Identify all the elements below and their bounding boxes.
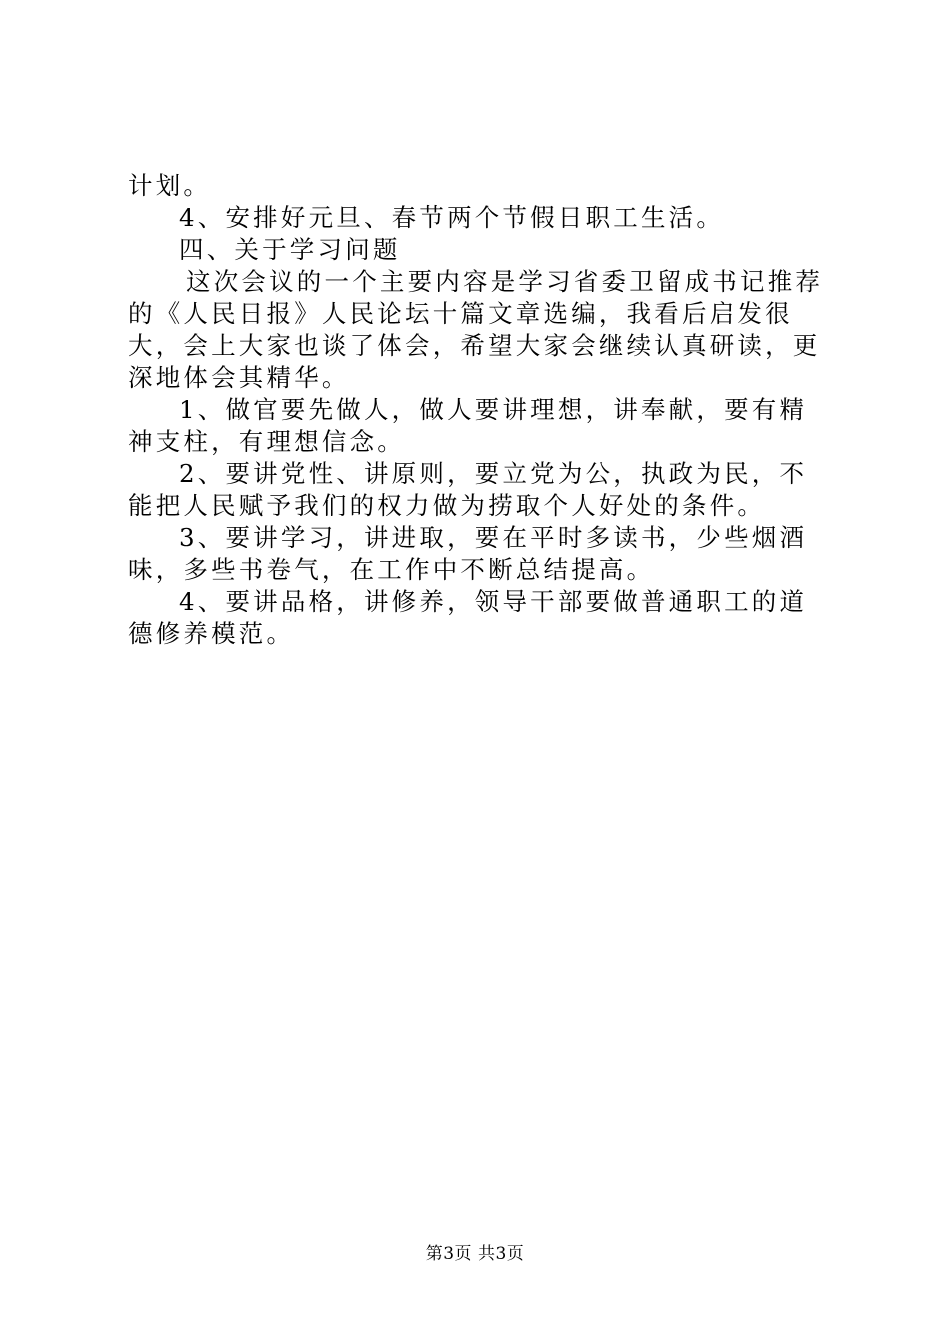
list-item-holiday-arrangement: 4、安排好元旦、春节两个节假日职工生活。 [179,203,725,232]
list-item-study-1: 1、做官要先做人，做人要讲理想，讲奉献，要有精神支柱，有理想信念。 [128,395,808,456]
list-item-study-2: 2、要讲党性、讲原则，要立党为公，执政为民，不能把人民赋予我们的权力做为捞取个人好处的条件。 [128,459,808,520]
document-body [128,170,834,650]
list-item-study-4: 4、要讲品格，讲修养，领导干部要做普通职工的道德修养模范。 [128,587,808,648]
list-item-study-3: 3、要讲学习，讲进取，要在平时多读书，少些烟酒味，多些书卷气，在工作中不断总结提高。 [128,523,808,584]
paragraph-continuation: 计划。 [128,171,212,200]
paragraph-study-intro: 这次会议的一个主要内容是学习省委卫留成书记推荐的《人民日报》人民论坛十篇文章选编，我看后启发很大，会上大家也谈了体会，希望大家会继续认真研读，更深地体会其精华。 [128,267,824,392]
page-number-footer: 第3页 共3页 [425,1244,525,1264]
section-heading-study: 四、关于学习问题 [179,235,401,264]
